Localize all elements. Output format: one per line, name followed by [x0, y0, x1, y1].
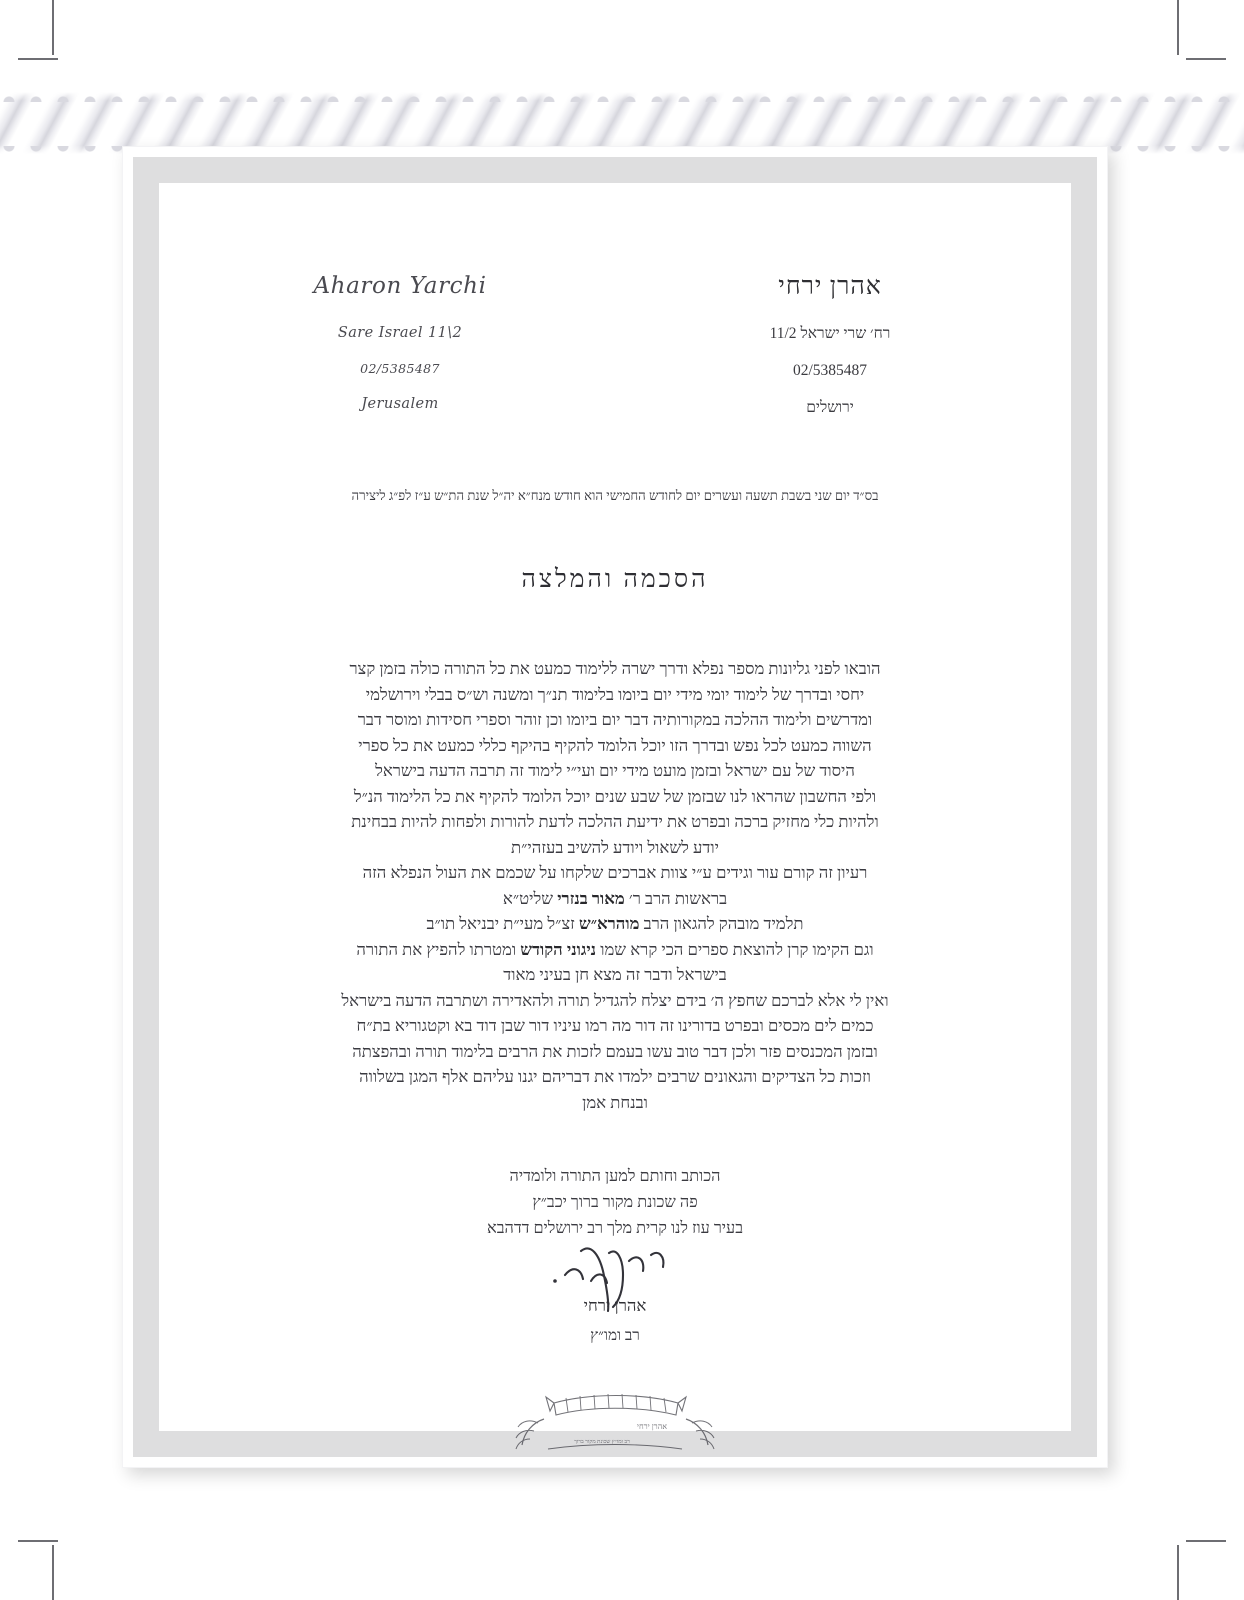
signature-line-3: בעיר עוז לנו קרית מלך רב ירושלים דדהבא [487, 1219, 743, 1237]
signature-line-2: פה שכונת מקור ברוך יכב״ץ [532, 1193, 698, 1211]
body-paragraph-1 [229, 656, 1001, 860]
handwritten-signature [211, 1247, 1019, 1299]
letterhead-hebrew [665, 273, 995, 436]
svg-text:רב ומו״ץ שכונת מקור ברוך: רב ומו״ץ שכונת מקור ברוך [574, 1439, 630, 1445]
letterhead-english-phone: 02/5385487 [360, 361, 440, 376]
crop-mark-top-left-horizontal [18, 58, 58, 60]
letterhead [235, 273, 995, 436]
letter-body [229, 656, 1001, 1115]
crop-mark-top-right-horizontal [1186, 58, 1226, 60]
signature-line-1: הכותב וחותם למען התורה ולומדיה [509, 1167, 721, 1185]
body-line: היסוד של עם ישראל ובזמן מועט מידי יום ועי״י לימוד זה תרבה הדעה בישראל [375, 761, 855, 780]
letterhead-hebrew-phone: 02/5385487 [792, 362, 868, 379]
body-line: וזכות כל הצדיקים והגאונים שרבים ילמדו את דבריהם יגנו עליהם אלף המגן בשלווה [359, 1067, 871, 1086]
body-line-prefix: וגם הקימו קרן להוצאת ספרים הכי קרא שמו [596, 939, 874, 959]
body-line: ולהיות כלי מחזיק ברכה ובפרט את ידיעת ההלכה לדעת להורות ולפחות להיות בבחינת [351, 812, 879, 831]
body-paragraph-2 [229, 860, 1001, 937]
body-line-suffix: זצ״ל מעי״ת יבניאל תו״ב [426, 914, 579, 933]
body-line-suffix: שליט״א [502, 888, 558, 908]
signature-name: אהרן ירחי [583, 1296, 647, 1315]
body-line: ומדרשים ולימוד ההלכה במקורותיה דבר יום ביומו וכן זוהר וספרי חסידות ומוסר דבר [357, 710, 873, 729]
crop-mark-top-right-vertical [1177, 0, 1179, 55]
signature-block [211, 1163, 1019, 1349]
crop-mark-bottom-right-vertical [1177, 1545, 1179, 1600]
letterhead-hebrew-name: אהרן ירחי [778, 273, 882, 300]
letterhead-english-street: Sare Israel 11\2 [337, 325, 463, 341]
rabbi-name-moharash: מוהרא״ש [578, 914, 640, 933]
body-line: רעיון זה קורם עור וגידים ע״י צוות אברכים שלקחו על שכמם את העול הנפלא הזה [362, 863, 868, 882]
body-line-prefix: תלמיד מובהק להגאון הרב [639, 914, 804, 933]
body-line: ואין לי אלא לברכם שחפץ ה׳ בידם יצלח להגדיל תורה ולהאדירה ושתרבה הדעה בישראל [341, 990, 889, 1010]
body-line: ובזמן המכנסים פזר ולכן דבר טוב עשו בעמם לזכות את הרבים בלימוד תורה ובהפצתה [352, 1041, 878, 1061]
body-line: כמים לים מכסים ובפרט בדורינו זה דור מה רמו עיניו דור שבן דוד בא וקטגוריא בת״ח [356, 1016, 874, 1035]
svg-text:אהרן ירחי: אהרן ירחי [636, 1422, 668, 1431]
document-frame [122, 146, 1108, 1468]
body-line: יחסי ובדרך של לימוד יומי מידי יום ביומו בלימוד תנ״ך ומשנה וש״ס בבלי וירושלמי [365, 684, 865, 704]
body-line: הובאו לפני גליונות מספר נפלא ודרך ישרה ללימוד כמעט את כל התורה כולה בזמן קצר [349, 659, 881, 678]
crop-mark-bottom-right-horizontal [1186, 1540, 1226, 1542]
document-title: הסכמה והמלצה [521, 566, 709, 593]
body-paragraph-3 [229, 937, 1001, 988]
letter-page [159, 183, 1071, 1445]
body-line: בישראל ודבר זה מצא חן בעיני מאוד [503, 965, 727, 984]
rabbi-name-benzri: מאור בנזרי [557, 888, 625, 908]
letterhead-english [235, 273, 565, 432]
rubber-stamp [510, 1385, 720, 1463]
frame-mat [133, 157, 1097, 1457]
body-line: ובנחת אמן [582, 1092, 648, 1112]
letterhead-english-city: Jerusalem [361, 396, 439, 412]
body-line: יודע לשאול ויודע להשיב בעזהי״ת [511, 837, 719, 857]
letterhead-hebrew-street: רח׳ שרי ישראל 11/2 [769, 325, 891, 342]
body-paragraph-4 [229, 988, 1001, 1116]
letterhead-english-name: Aharon Yarchi [313, 273, 487, 299]
crop-mark-bottom-left-horizontal [18, 1540, 58, 1542]
dateline: בס״ד יום שני בשבת תשעה ועשרים יום לחודש החמישי הוא חודש מנח״א יה״ל שנת הת״ש ע״ז לפ״ג ליצירה [351, 488, 879, 503]
body-line: ולפי החשבון שהראו לנו שבזמן של שבע שנים יוכל הלומד להקיף את כל הלימוד הנ״ל [353, 786, 877, 806]
body-line: השווה כמעט לכל נפש ובדרך הזו יוכל הלומד להקיף בהיקף כללי כמעט את כל ספרי [358, 735, 872, 755]
signature-role: רב ומו״ץ [590, 1327, 640, 1344]
body-line-suffix: ומטרתו להפיץ את התורה [356, 939, 521, 959]
crop-mark-top-left-vertical [52, 0, 54, 55]
publisher-name-nigunei-hakodesh: ניגוני הקודש [520, 939, 597, 959]
crop-mark-bottom-left-vertical [52, 1545, 54, 1600]
letterhead-hebrew-city: ירושלים [806, 399, 854, 416]
body-line-prefix: בראשות הרב ר׳ [624, 888, 728, 908]
rope-highlight-top [0, 92, 1244, 102]
